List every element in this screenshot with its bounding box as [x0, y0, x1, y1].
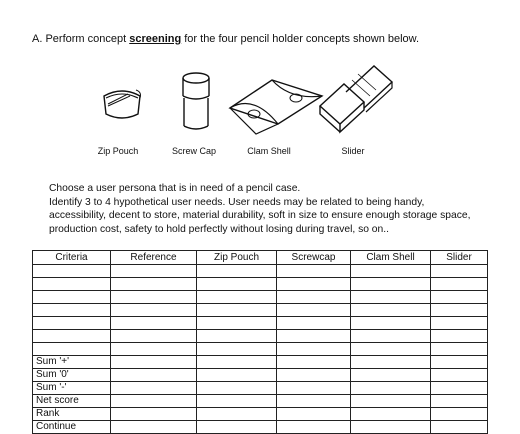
- table-cell[interactable]: [351, 382, 431, 395]
- table-cell[interactable]: [277, 317, 351, 330]
- table-cell[interactable]: [111, 317, 197, 330]
- table-row: [33, 330, 488, 343]
- table-cell[interactable]: [431, 421, 488, 434]
- instructions: [49, 182, 479, 236]
- col-header-zip-pouch: Zip Pouch: [197, 251, 277, 265]
- table-cell[interactable]: [197, 421, 277, 434]
- col-header-clam-shell: Clam Shell: [351, 251, 431, 265]
- summary-label: Sum '0': [33, 369, 111, 382]
- table-cell[interactable]: [197, 382, 277, 395]
- table-cell[interactable]: [431, 317, 488, 330]
- summary-row: [33, 356, 488, 369]
- table-cell[interactable]: [431, 278, 488, 291]
- header-row: [33, 251, 488, 265]
- table-cell[interactable]: [111, 278, 197, 291]
- concept-label-zip-pouch: Zip Pouch: [97, 146, 139, 156]
- table-cell[interactable]: [277, 343, 351, 356]
- summary-row: [33, 395, 488, 408]
- summary-row: [33, 382, 488, 395]
- table-cell[interactable]: [351, 317, 431, 330]
- table-cell[interactable]: [197, 265, 277, 278]
- slider-sketch: [316, 62, 396, 138]
- table-cell[interactable]: [33, 317, 111, 330]
- table-cell[interactable]: [111, 382, 197, 395]
- table-cell[interactable]: [33, 265, 111, 278]
- table-cell[interactable]: [431, 291, 488, 304]
- concept-label-clam-shell: Clam Shell: [247, 146, 291, 156]
- table-cell[interactable]: [111, 343, 197, 356]
- concept-label-slider: Slider: [341, 146, 365, 156]
- table-cell[interactable]: [111, 421, 197, 434]
- table-cell[interactable]: [351, 278, 431, 291]
- table-cell[interactable]: [351, 291, 431, 304]
- table-cell[interactable]: [111, 408, 197, 421]
- summary-label: Sum '-': [33, 382, 111, 395]
- question-heading: [32, 33, 419, 45]
- summary-row: [33, 408, 488, 421]
- table-cell[interactable]: [33, 304, 111, 317]
- table-cell[interactable]: [197, 278, 277, 291]
- instruction-line-2: Identify 3 to 4 hypothetical user needs. User needs may be related to being handy, accessibility, decent to store, material durability, soft in size to ensure enough storage space, production cost, safety to hold perfectly without losing during travel, so on..: [49, 196, 471, 235]
- table-cell[interactable]: [351, 369, 431, 382]
- summary-row: [33, 369, 488, 382]
- screening-matrix: [32, 250, 488, 434]
- table-cell[interactable]: [351, 265, 431, 278]
- table-cell[interactable]: [431, 369, 488, 382]
- summary-label: Sum '+': [33, 356, 111, 369]
- table-row: [33, 343, 488, 356]
- concept-label-screw-cap: Screw Cap: [171, 146, 216, 156]
- table-cell[interactable]: [277, 265, 351, 278]
- table-cell[interactable]: [197, 330, 277, 343]
- table-cell[interactable]: [351, 395, 431, 408]
- table-cell[interactable]: [431, 330, 488, 343]
- table-row: [33, 304, 488, 317]
- table-cell[interactable]: [197, 343, 277, 356]
- col-header-screwcap: Screwcap: [277, 251, 351, 265]
- table-cell[interactable]: [277, 330, 351, 343]
- table-cell[interactable]: [277, 382, 351, 395]
- table-cell[interactable]: [33, 278, 111, 291]
- heading-keyword: screening: [129, 33, 182, 45]
- table-cell[interactable]: [111, 395, 197, 408]
- table-cell[interactable]: [277, 369, 351, 382]
- table-row: [33, 317, 488, 330]
- table-cell[interactable]: [351, 408, 431, 421]
- table-cell[interactable]: [351, 356, 431, 369]
- table-cell[interactable]: [431, 304, 488, 317]
- table-cell[interactable]: [197, 356, 277, 369]
- table-cell[interactable]: [197, 408, 277, 421]
- clam-shell-sketch: [226, 74, 326, 138]
- instruction-line-1: Choose a user persona that is in need of a pencil case.: [49, 183, 301, 194]
- table-cell[interactable]: [111, 291, 197, 304]
- table-cell[interactable]: [33, 343, 111, 356]
- zip-pouch-sketch: [98, 82, 146, 122]
- table-cell[interactable]: [277, 304, 351, 317]
- table-cell[interactable]: [351, 304, 431, 317]
- table-cell[interactable]: [197, 291, 277, 304]
- table-cell[interactable]: [197, 369, 277, 382]
- table-row: [33, 265, 488, 278]
- table-cell[interactable]: [431, 356, 488, 369]
- table-cell[interactable]: [277, 278, 351, 291]
- table-cell[interactable]: [431, 382, 488, 395]
- table-cell[interactable]: [277, 356, 351, 369]
- table-cell[interactable]: [351, 330, 431, 343]
- table-cell[interactable]: [33, 291, 111, 304]
- table-row: [33, 278, 488, 291]
- table-cell[interactable]: [431, 343, 488, 356]
- col-header-criteria: Criteria: [33, 251, 111, 265]
- table-cell[interactable]: [277, 395, 351, 408]
- heading-suffix: for the four pencil holder concepts shown below.: [181, 33, 420, 45]
- table-cell[interactable]: [277, 421, 351, 434]
- table-cell[interactable]: [197, 395, 277, 408]
- table-row: [33, 291, 488, 304]
- table-cell[interactable]: [351, 343, 431, 356]
- table-cell[interactable]: [111, 356, 197, 369]
- table-cell[interactable]: [33, 330, 111, 343]
- table-cell[interactable]: [351, 421, 431, 434]
- summary-row: [33, 421, 488, 434]
- col-header-slider: Slider: [431, 251, 488, 265]
- table-cell[interactable]: [111, 330, 197, 343]
- table-cell[interactable]: [197, 317, 277, 330]
- table-cell[interactable]: [111, 265, 197, 278]
- table-cell[interactable]: [277, 291, 351, 304]
- summary-label: Rank: [33, 408, 111, 421]
- table-cell[interactable]: [431, 395, 488, 408]
- screw-cap-sketch: [176, 70, 216, 136]
- table-cell[interactable]: [111, 369, 197, 382]
- table-cell[interactable]: [431, 265, 488, 278]
- summary-label: Net score: [33, 395, 111, 408]
- table-cell[interactable]: [197, 304, 277, 317]
- table-cell[interactable]: [431, 408, 488, 421]
- col-header-reference: Reference: [111, 251, 197, 265]
- table-cell[interactable]: [111, 304, 197, 317]
- summary-label: Continue: [33, 421, 111, 434]
- heading-prefix: A. Perform concept: [32, 33, 130, 45]
- table-cell[interactable]: [277, 408, 351, 421]
